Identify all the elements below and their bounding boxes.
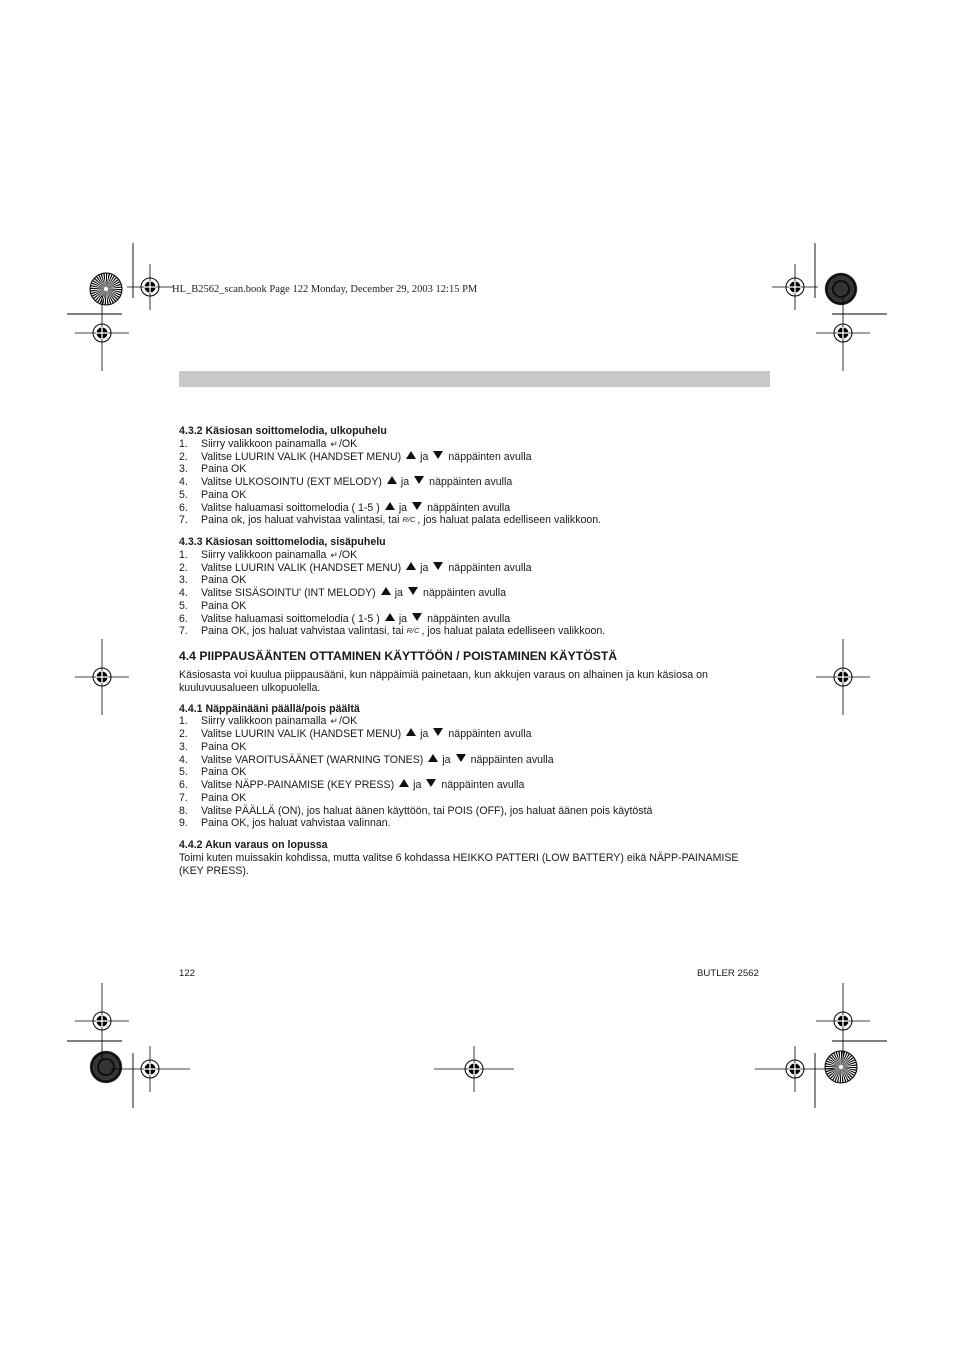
list-item: 4. Valitse VAROITUSÄÄNET (WARNING TONES) ja näppäinten avulla	[179, 753, 554, 766]
steps-4-3-2	[179, 438, 779, 527]
registration-target-icon	[110, 1046, 190, 1092]
registration-target-icon	[434, 1046, 514, 1092]
list-item: 7. Paina OK	[179, 791, 247, 804]
registration-target-icon	[75, 295, 129, 371]
down-arrow-icon	[412, 502, 422, 510]
up-arrow-icon	[399, 779, 409, 787]
battery-text-line-2: (KEY PRESS).	[179, 864, 249, 877]
list-item: 7. Paina OK, jos haluat vahvistaa valintasi, tai R/C , jos haluat palata edelliseen valikkoon.	[179, 625, 606, 638]
down-arrow-icon	[426, 779, 436, 787]
registration-target-icon	[755, 1046, 835, 1092]
list-item: 5. Paina OK	[179, 599, 247, 612]
registration-target-icon	[816, 295, 870, 371]
registration-target-icon	[75, 639, 129, 715]
up-arrow-icon	[387, 476, 397, 484]
menu-key-icon: ↵	[330, 438, 338, 449]
battery-text-line-1: Toimi kuten muissakin kohdissa, mutta valitse 6 kohdassa HEIKKO PATTERI (LOW BATTERY) eikä NÄPP-PAINAMISE	[179, 851, 739, 864]
up-arrow-icon	[428, 754, 438, 762]
list-item: 6. Valitse haluamasi soittomelodia ( 1-5 ) ja näppäinten avulla	[179, 612, 511, 625]
product-name: BUTLER 2562	[697, 968, 759, 979]
file-info-line: HL_B2562_scan.book Page 122 Monday, December 29, 2003 12:15 PM	[172, 284, 478, 295]
steps-4-4-1	[179, 715, 779, 830]
down-arrow-icon	[433, 728, 443, 736]
up-arrow-icon	[406, 728, 416, 736]
page-content	[179, 425, 779, 877]
color-wheel-icon	[90, 273, 122, 305]
registration-target-icon	[772, 264, 818, 310]
heading-4-4-1: 4.4.1 Näppäinääni päällä/pois päältä	[179, 702, 360, 715]
intro-line-1: Käsiosasta voi kuulua piippausääni, kun näppäimiä painetaan, kun akkujen varaus on alhainen ja kun käsiosa on	[179, 669, 708, 681]
list-item: 3. Paina OK	[179, 574, 247, 587]
down-arrow-icon	[414, 476, 424, 484]
rc-key-icon: R/C	[406, 626, 420, 636]
heading-4-3-3: 4.3.3 Käsiosan soittomelodia, sisäpuhelu	[179, 536, 386, 548]
registration-target-icon	[75, 983, 129, 1059]
list-item: 4. Valitse SISÄSOINTU' (INT MELODY) ja näppäinten avulla	[179, 587, 507, 599]
list-item: 3. Paina OK	[179, 463, 247, 476]
list-item: 1. Siirry valikkoon painamalla ↵ /OK	[179, 715, 358, 728]
header-bar	[179, 371, 770, 387]
list-item: 5. Paina OK	[179, 766, 247, 779]
list-item: 8. Valitse PÄÄLLÄ (ON), jos haluat äänen käyttöön, tai POIS (OFF), jos haluat äänen pois käytöstä	[179, 804, 653, 817]
list-item: 2. Valitse LUURIN VALIK (HANDSET MENU) ja näppäinten avulla	[179, 450, 532, 463]
list-item: 5. Paina OK	[179, 488, 247, 501]
list-item: 2. Valitse LUURIN VALIK (HANDSET MENU) ja näppäinten avulla	[179, 561, 532, 574]
down-arrow-icon	[456, 754, 466, 762]
up-arrow-icon	[381, 587, 391, 595]
down-arrow-icon	[433, 562, 443, 570]
registration-target-icon	[816, 639, 870, 715]
page-number: 122	[179, 968, 196, 979]
color-wheel-icon	[90, 1051, 122, 1083]
up-arrow-icon	[385, 613, 395, 621]
list-item: 6. Valitse NÄPP-PAINAMISE (KEY PRESS) ja näppäinten avulla	[179, 779, 525, 791]
list-item: 1. Siirry valikkoon painamalla ↵ /OK	[179, 548, 358, 561]
menu-key-icon: ↵	[330, 716, 338, 727]
down-arrow-icon	[433, 451, 443, 459]
rc-key-icon: R/C	[402, 515, 416, 525]
up-arrow-icon	[406, 562, 416, 570]
steps-4-3-3	[179, 549, 779, 638]
menu-key-icon: ↵	[330, 549, 338, 560]
heading-4-4-2: 4.4.2 Akun varaus on lopussa	[179, 839, 328, 851]
heading-4-3-2: 4.3.2 Käsiosan soittomelodia, ulkopuhelu	[179, 425, 387, 437]
up-arrow-icon	[406, 451, 416, 459]
list-item: 7. Paina ok, jos haluat vahvistaa valintasi, tai R/C , jos haluat palata edelliseen valikkoon.	[179, 514, 602, 527]
list-item: 1. Siirry valikkoon painamalla ↵ /OK	[179, 437, 358, 450]
list-item: 3. Paina OK	[179, 740, 247, 753]
color-wheel-icon	[825, 273, 857, 305]
list-item: 4. Valitse ULKOSOINTU (EXT MELODY) ja näppäinten avulla	[179, 476, 513, 488]
list-item: 2. Valitse LUURIN VALIK (HANDSET MENU) ja näppäinten avulla	[179, 728, 532, 740]
list-item: 9. Paina OK, jos haluat vahvistaa valinnan.	[179, 817, 391, 830]
up-arrow-icon	[385, 502, 395, 510]
heading-4-4: 4.4 PIIPPAUSÄÄNTEN OTTAMINEN KÄYTTÖÖN / POISTAMINEN KÄYTÖSTÄ	[179, 649, 618, 663]
registration-target-icon	[127, 264, 173, 310]
down-arrow-icon	[408, 587, 418, 595]
down-arrow-icon	[412, 613, 422, 621]
registration-target-icon	[816, 983, 870, 1059]
color-wheel-icon	[825, 1051, 857, 1083]
intro-line-2: kuuluvuusalueen ulkopuolella.	[179, 681, 321, 694]
list-item: 6. Valitse haluamasi soittomelodia ( 1-5 ) ja näppäinten avulla	[179, 501, 511, 514]
